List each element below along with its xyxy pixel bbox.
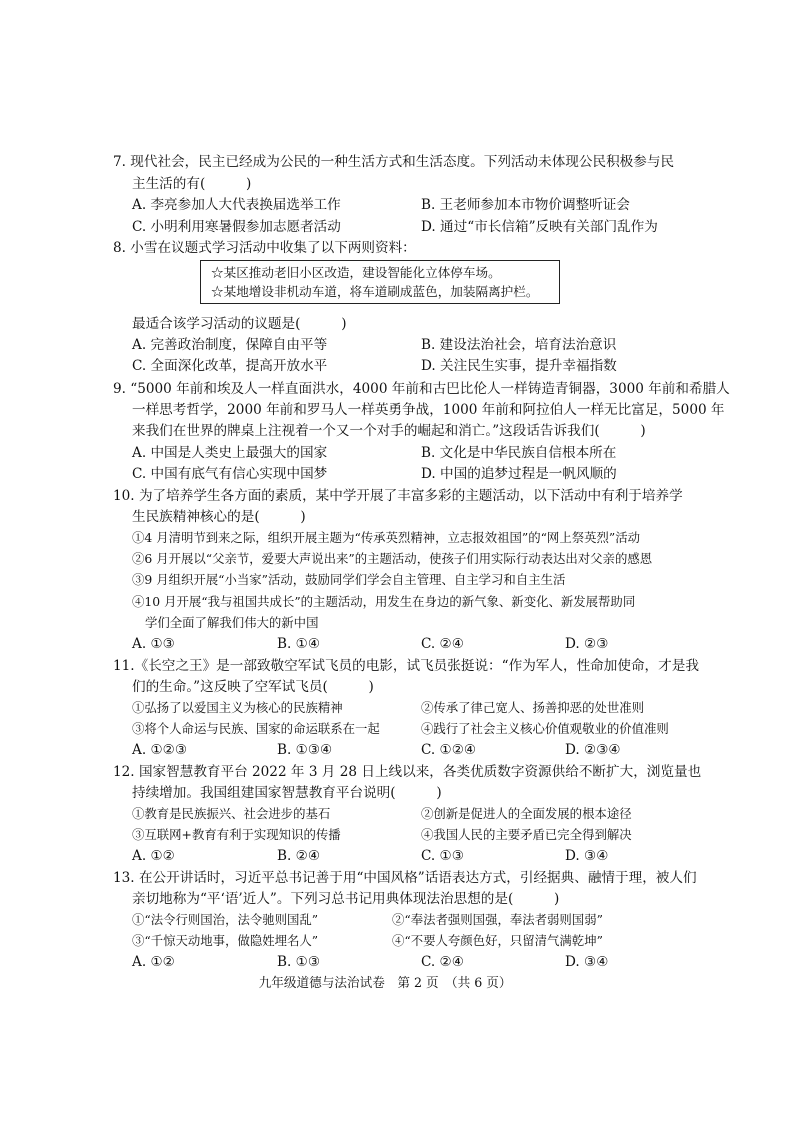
q12-item-3: ③互联网+教育有利于实现知识的传播 [132, 827, 341, 842]
q12-option-c: C. ①③ [421, 848, 464, 864]
q11-option-b: B. ①③④ [277, 742, 333, 758]
q10-option-d: D. ②③ [565, 636, 609, 652]
q12-item-2: ②创新是促进人的全面发展的根本途径 [421, 806, 632, 821]
q11-item-3: ③将个人命运与民族、国家的命运联系在一起 [132, 721, 380, 736]
q8-stem: 8. 小雪在议题式学习活动中收集了以下两则资料： [113, 240, 416, 256]
q11-stem-line-2: 们的生命。”这反映了空军试飞员( ) [132, 679, 374, 695]
q12-stem-line-1: 12. 国家智慧教育平台 2022 年 3 月 28 日上线以来，各类优质数字资源供给不断扩大，浏览量也 [113, 764, 702, 780]
q7-option-c: C. 小明利用寒暑假参加志愿者活动 [132, 219, 341, 235]
q13-item-1: ①“法令行则国治，法令驰则国乱” [132, 912, 319, 927]
q10-stem-line-1: 10. 为了培养学生各方面的素质，某中学开展了丰富多彩的主题活动，以下活动中有利于培养学 [113, 488, 683, 504]
q7-stem-line-2: 主生活的有( ) [132, 176, 252, 192]
q8-option-d: D. 关注民生实事，提升幸福指数 [421, 358, 617, 374]
q10-item-2: ②6 月开展以“父亲节，爱要大声说出来”的主题活动，使孩子们用实际行动表达出对父亲的感恩 [132, 551, 653, 566]
q9-option-b: B. 文化是中华民族自信根本所在 [421, 445, 617, 461]
q8-option-a: A. 完善政治制度，保障自由平等 [132, 337, 328, 353]
q10-option-a: A. ①③ [132, 636, 175, 652]
q13-item-4: ④“不要人夸颜色好，只留清气满乾坤” [392, 933, 603, 948]
page-footer: 九年级道德与法治试卷 第 2 页 （共 6 页） [258, 976, 512, 991]
q13-item-3: ③“千惊天动地事，做隐姓埋名人” [132, 933, 319, 948]
q9-option-d: D. 中国的追梦过程是一帆风顺的 [421, 466, 617, 482]
q10-item-4-line-2: 学们全面了解我们伟大的新中国 [145, 615, 319, 630]
q8-material-box [200, 260, 560, 304]
q13-stem-line-2: 亲切地称为“平‘语’近人”。下列习总书记用典体现法治思想的是( ) [132, 891, 560, 907]
q12-option-b: B. ②④ [277, 848, 321, 864]
q13-option-a: A. ①② [132, 954, 175, 970]
q13-option-b: B. ①③ [277, 954, 321, 970]
q8-material-2: ☆某地增设非机动车道，将车道刷成蓝色，加装隔离护栏。 [211, 284, 539, 299]
q12-item-1: ①教育是民族振兴、社会进步的基石 [132, 806, 331, 821]
q10-option-c: C. ②④ [421, 636, 464, 652]
q7-option-a: A. 李亮参加人大代表换届选举工作 [132, 197, 341, 213]
q13-option-c: C. ②④ [421, 954, 464, 970]
q7-stem-line-1: 7. 现代社会，民主已经成为公民的一种生活方式和生活态度。下列活动未体现公民积极参与民 [113, 154, 675, 170]
q13-item-2: ②“奉法者强则国强，奉法者弱则国弱” [392, 912, 603, 927]
q12-item-4: ④我国人民的主要矛盾已完全得到解决 [421, 827, 632, 842]
q8-material-1: ☆某区推动老旧小区改造，建设智能化立体停车场。 [211, 265, 501, 280]
q9-option-a: A. 中国是人类史上最强大的国家 [132, 445, 328, 461]
q11-item-2: ②传承了律己宽人、扬善抑恶的处世准则 [421, 700, 645, 715]
q12-stem-line-2: 持续增加。我国组建国家智慧教育平台说明( ) [132, 785, 442, 801]
q10-item-4-line-1: ④10 月开展“我与祖国共成长”的主题活动，用发生在身边的新气象、新变化、新发展帮助同 [132, 594, 636, 609]
q10-option-b: B. ①④ [277, 636, 321, 652]
q13-option-d: D. ③④ [565, 954, 609, 970]
q11-item-1: ①弘扬了以爱国主义为核心的民族精神 [132, 700, 343, 715]
q13-stem-line-1: 13. 在公开讲话时，习近平总书记善于用“中国风格”话语表达方式，引经据典、融情于理，被人们 [113, 870, 697, 886]
q9-stem-line-2: 一样思考哲学，2000 年前和罗马人一样英勇争战，1000 年前和阿拉伯人一样无比富足，5000 年 [132, 402, 725, 418]
q10-stem-line-2: 生民族精神核心的是( ) [132, 509, 306, 525]
q9-stem-line-1: 9. “5000 年前和埃及人一样直面洪水，4000 年前和古巴比伦人一样铸造青铜器，3000 年前和希腊人 [113, 381, 730, 397]
q9-option-c: C. 中国有底气有信心实现中国梦 [132, 466, 328, 482]
q10-item-3: ③9 月组织开展“小当家”活动，鼓励同学们学会自主管理、自主学习和自主生活 [132, 572, 566, 587]
q11-stem-line-1: 11.《长空之王》是一部致敬空军试飞员的电影，试飞员张挺说：“作为军人，性命加使命，才是我 [113, 658, 699, 674]
q10-item-1: ①4 月清明节到来之际，组织开展主题为“传承英烈精神，立志报效祖国”的“网上祭英烈”活动 [132, 530, 641, 545]
q9-stem-line-3: 来我们在世界的牌桌上注视着一个又一个对手的崛起和消亡。”这段话告诉我们( ) [132, 423, 646, 439]
q8-option-c: C. 全面深化改革，提高开放水平 [132, 358, 328, 374]
q7-option-d: D. 通过“市长信箱”反映有关部门乱作为 [421, 219, 658, 235]
q11-option-a: A. ①②③ [132, 742, 188, 758]
q11-option-c: C. ①②④ [421, 742, 477, 758]
q8-question: 最适合该学习活动的议题是( ) [132, 316, 347, 332]
q7-option-b: B. 王老师参加本市物价调整听证会 [421, 197, 630, 213]
q8-option-b: B. 建设法治社会，培育法治意识 [421, 337, 617, 353]
q12-option-a: A. ①② [132, 848, 175, 864]
q12-option-d: D. ③④ [565, 848, 609, 864]
q11-option-d: D. ②③④ [565, 742, 621, 758]
q11-item-4: ④践行了社会主义核心价值观敬业的价值准则 [421, 721, 669, 736]
